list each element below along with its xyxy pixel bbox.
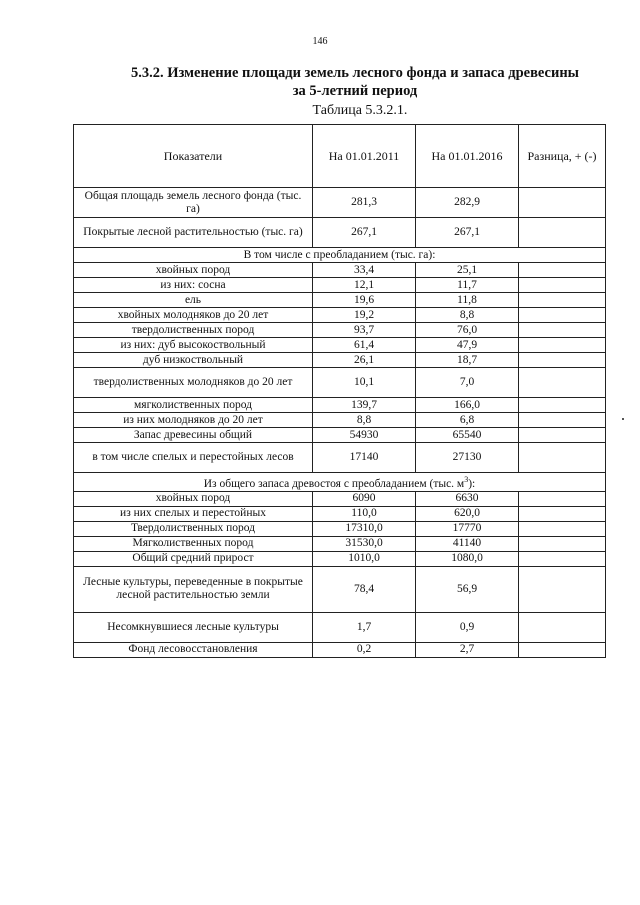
- table-caption: Таблица 5.3.2.1.: [312, 103, 408, 118]
- value-2016-cell: 282,9: [416, 188, 519, 218]
- difference-cell: [519, 612, 606, 642]
- value-2016-cell: 620,0: [416, 506, 519, 521]
- header-2016: На 01.01.2016: [416, 125, 519, 188]
- table-row: [74, 521, 606, 536]
- forest-fund-table: [73, 124, 606, 658]
- difference-cell: [519, 368, 606, 398]
- value-2011-cell: 26,1: [313, 353, 416, 368]
- section-label-text: В том числе с преобладанием (тыс. га):: [243, 248, 436, 261]
- indicator-cell: Запас древесины общий: [74, 428, 313, 443]
- table-row: [74, 368, 606, 398]
- value-2011-cell: 267,1: [313, 218, 416, 248]
- heading-line-1: 5.3.2. Изменение площади земель лесного фонда и запаса древесины: [130, 65, 579, 81]
- value-2016-cell: 11,8: [416, 293, 519, 308]
- value-2011-cell: 12,1: [313, 278, 416, 293]
- difference-cell: [519, 566, 606, 612]
- indicator-cell: из них спелых и перестойных: [74, 506, 313, 521]
- indicator-cell: мягколиственных пород: [74, 398, 313, 413]
- difference-cell: [519, 263, 606, 278]
- difference-cell: [519, 506, 606, 521]
- table-header-row: [74, 125, 606, 188]
- indicator-cell: хвойных молодняков до 20 лет: [74, 308, 313, 323]
- difference-cell: [519, 398, 606, 413]
- difference-cell: [519, 293, 606, 308]
- difference-cell: [519, 188, 606, 218]
- value-2011-cell: 54930: [313, 428, 416, 443]
- difference-cell: [519, 551, 606, 566]
- table-row: [74, 278, 606, 293]
- table-row: [74, 642, 606, 657]
- indicator-cell: Покрытые лесной растительностью (тыс. га): [74, 218, 313, 248]
- indicator-cell: из них молодняков до 20 лет: [74, 413, 313, 428]
- table-row: [74, 536, 606, 551]
- indicator-cell: из них: сосна: [74, 278, 313, 293]
- table-row: [74, 491, 606, 506]
- table-row: [74, 218, 606, 248]
- indicator-cell: Несомкнувшиеся лесные культуры: [74, 612, 313, 642]
- indicator-cell: Лесные культуры, переведенные в покрытые лесной растительностью земли: [74, 566, 313, 612]
- value-2011-cell: 110,0: [313, 506, 416, 521]
- indicator-cell: Общая площадь земель лесного фонда (тыс. га): [74, 188, 313, 218]
- table-row: [74, 188, 606, 218]
- value-2016-cell: 41140: [416, 536, 519, 551]
- difference-cell: [519, 443, 606, 473]
- difference-cell: [519, 413, 606, 428]
- value-2011-cell: 33,4: [313, 263, 416, 278]
- section-label: [74, 473, 606, 492]
- value-2011-cell: 1,7: [313, 612, 416, 642]
- value-2011-cell: 19,6: [313, 293, 416, 308]
- table-row: [74, 551, 606, 566]
- value-2016-cell: 267,1: [416, 218, 519, 248]
- table-section-row: [74, 473, 606, 492]
- value-2011-cell: 281,3: [313, 188, 416, 218]
- indicator-cell: твердолиственных пород: [74, 323, 313, 338]
- table-row: [74, 308, 606, 323]
- value-2016-cell: 25,1: [416, 263, 519, 278]
- table-row: [74, 338, 606, 353]
- value-2011-cell: 61,4: [313, 338, 416, 353]
- section-heading: [90, 64, 620, 100]
- indicator-cell: дуб низкоствольный: [74, 353, 313, 368]
- indicator-cell: Фонд лесовосстановления: [74, 642, 313, 657]
- section-label-text: Из общего запаса древостоя с преобладанием (тыс. м: [203, 477, 465, 490]
- value-2016-cell: 8,8: [416, 308, 519, 323]
- difference-cell: [519, 491, 606, 506]
- value-2011-cell: 31530,0: [313, 536, 416, 551]
- indicator-cell: Общий средний прирост: [74, 551, 313, 566]
- page-number: 146: [312, 36, 328, 47]
- table-row: [74, 612, 606, 642]
- indicator-cell: из них: дуб высокоствольный: [74, 338, 313, 353]
- value-2011-cell: 6090: [313, 491, 416, 506]
- table-row: [74, 443, 606, 473]
- header-difference: Разница, + (-): [519, 125, 606, 188]
- difference-cell: [519, 536, 606, 551]
- value-2016-cell: 11,7: [416, 278, 519, 293]
- table-row: [74, 428, 606, 443]
- difference-cell: [519, 353, 606, 368]
- value-2011-cell: 93,7: [313, 323, 416, 338]
- value-2011-cell: 19,2: [313, 308, 416, 323]
- value-2016-cell: 47,9: [416, 338, 519, 353]
- section-label: [74, 248, 606, 263]
- difference-cell: [519, 642, 606, 657]
- value-2011-cell: 17310,0: [313, 521, 416, 536]
- value-2016-cell: 166,0: [416, 398, 519, 413]
- indicator-cell: в том числе спелых и перестойных лесов: [74, 443, 313, 473]
- difference-cell: [519, 323, 606, 338]
- value-2011-cell: 8,8: [313, 413, 416, 428]
- value-2011-cell: 78,4: [313, 566, 416, 612]
- table-row: [74, 293, 606, 308]
- value-2011-cell: 1010,0: [313, 551, 416, 566]
- indicator-cell: Мягколиственных пород: [74, 536, 313, 551]
- difference-cell: [519, 218, 606, 248]
- value-2016-cell: 7,0: [416, 368, 519, 398]
- table-row: [74, 263, 606, 278]
- difference-cell: [519, 278, 606, 293]
- table-row: [74, 323, 606, 338]
- value-2011-cell: 139,7: [313, 398, 416, 413]
- value-2016-cell: 6630: [416, 491, 519, 506]
- value-2016-cell: 17770: [416, 521, 519, 536]
- table-row: [74, 506, 606, 521]
- scan-mark: [622, 418, 624, 420]
- unit-superscript: 3: [464, 475, 469, 484]
- indicator-cell: Твердолиственных пород: [74, 521, 313, 536]
- value-2016-cell: 18,7: [416, 353, 519, 368]
- value-2016-cell: 56,9: [416, 566, 519, 612]
- value-2011-cell: 10,1: [313, 368, 416, 398]
- indicator-cell: хвойных пород: [74, 491, 313, 506]
- indicator-cell: твердолиственных молодняков до 20 лет: [74, 368, 313, 398]
- section-label-tail: ):: [468, 477, 476, 490]
- difference-cell: [519, 521, 606, 536]
- table-body: [74, 188, 606, 658]
- table-row: [74, 353, 606, 368]
- header-2011: На 01.01.2011: [313, 125, 416, 188]
- header-indicators: Показатели: [74, 125, 313, 188]
- heading-line-2: за 5-летний период: [292, 83, 418, 99]
- value-2011-cell: 17140: [313, 443, 416, 473]
- difference-cell: [519, 338, 606, 353]
- table-row: [74, 413, 606, 428]
- value-2016-cell: 65540: [416, 428, 519, 443]
- indicator-cell: хвойных пород: [74, 263, 313, 278]
- difference-cell: [519, 308, 606, 323]
- value-2016-cell: 0,9: [416, 612, 519, 642]
- indicator-cell: ель: [74, 293, 313, 308]
- table-section-row: [74, 248, 606, 263]
- value-2016-cell: 27130: [416, 443, 519, 473]
- value-2016-cell: 2,7: [416, 642, 519, 657]
- difference-cell: [519, 428, 606, 443]
- table-row: [74, 398, 606, 413]
- table-row: [74, 566, 606, 612]
- value-2016-cell: 1080,0: [416, 551, 519, 566]
- value-2016-cell: 6,8: [416, 413, 519, 428]
- value-2016-cell: 76,0: [416, 323, 519, 338]
- value-2011-cell: 0,2: [313, 642, 416, 657]
